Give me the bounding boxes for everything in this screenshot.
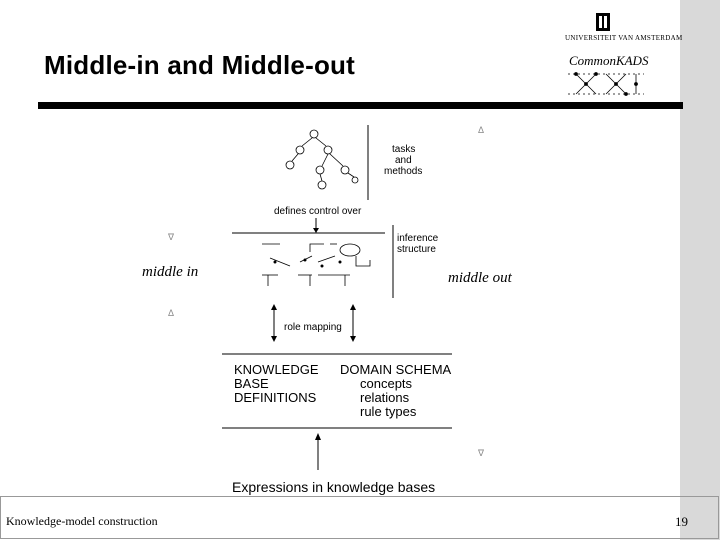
commonkads-brand: CommonKADS xyxy=(569,53,649,68)
footer-title: Knowledge-model construction xyxy=(6,514,158,528)
domain-item-relations: relations xyxy=(360,390,410,405)
kb-line3: DEFINITIONS xyxy=(234,390,317,405)
expressions-label: Expressions in knowledge bases xyxy=(232,479,436,495)
inference-label-line2: structure xyxy=(397,244,436,255)
marker-out-top: Δ xyxy=(478,125,485,135)
defines-arrow-head xyxy=(313,228,319,233)
domain-item-rule-types: rule types xyxy=(360,404,417,419)
expressions-arrow-head xyxy=(315,433,321,440)
marker-out-bottom: ∇ xyxy=(478,448,485,458)
role-mapping-label: role mapping xyxy=(284,322,342,333)
defines-control-label: defines control over xyxy=(274,206,362,217)
inference-structure-sketch xyxy=(262,244,370,286)
middle-out-label: middle out xyxy=(448,270,512,286)
inference-label-line1: inference xyxy=(397,233,439,244)
kb-line2: BASE xyxy=(234,376,269,391)
domain-schema-title: DOMAIN SCHEMA xyxy=(340,362,452,377)
page-number: 19 xyxy=(675,514,688,529)
tasks-label-line2: and xyxy=(395,155,412,166)
kb-line1: KNOWLEDGE xyxy=(234,362,319,377)
tasks-label-line3: methods xyxy=(384,166,423,177)
middle-in-label: middle in xyxy=(142,264,199,280)
marker-in-top: ∇ xyxy=(168,232,175,242)
university-name: UNIVERSITEIT VAN AMSTERDAM xyxy=(565,34,683,42)
slide-title: Middle-in and Middle-out xyxy=(44,50,355,80)
inference-dots xyxy=(274,259,342,268)
tasks-label-line1: tasks xyxy=(392,144,416,155)
domain-item-concepts: concepts xyxy=(360,376,413,391)
marker-in-bottom: Δ xyxy=(168,308,175,318)
task-method-tree xyxy=(286,130,358,189)
